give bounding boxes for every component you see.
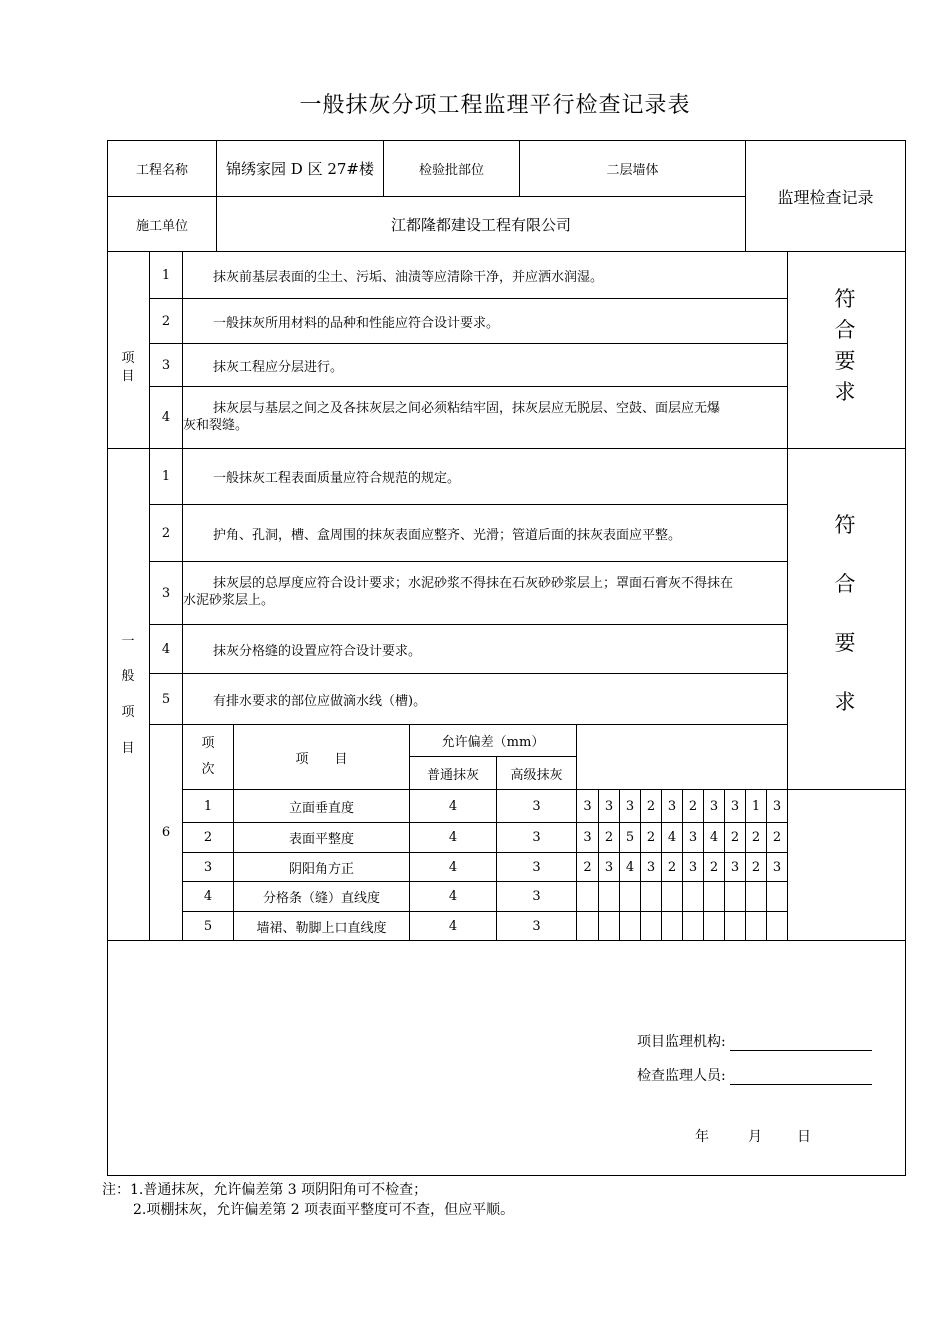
tolerance-seq: 1 bbox=[182, 789, 234, 823]
main-item-text: 一般抹灰所用材料的品种和性能应符合设计要求。 bbox=[182, 298, 788, 344]
general-items-result-cell bbox=[787, 448, 906, 790]
tolerance-measure bbox=[766, 881, 788, 912]
tolerance-measure: 2 bbox=[682, 789, 704, 823]
main-result-char: 合 bbox=[834, 318, 856, 342]
tolerance-measure bbox=[598, 881, 620, 912]
tolerance-normal: 4 bbox=[409, 881, 497, 912]
tolerance-measure bbox=[682, 911, 704, 941]
tolerance-measure: 4 bbox=[703, 822, 725, 853]
tolerance-col-high: 高级抹灰 bbox=[496, 756, 577, 790]
tolerance-measure: 2 bbox=[576, 852, 599, 882]
date-day: 日 bbox=[797, 1129, 811, 1145]
tolerance-col-item: 项 目 bbox=[233, 724, 410, 790]
general-item-no: 2 bbox=[149, 504, 183, 562]
tolerance-measure bbox=[703, 881, 725, 912]
tolerance-item: 阴阳角方正 bbox=[233, 852, 410, 882]
tolerance-high: 3 bbox=[496, 911, 577, 941]
main-item-text bbox=[182, 386, 788, 449]
main-item-text-line2: 灰和裂缝。 bbox=[183, 418, 249, 433]
general-item-no: 3 bbox=[149, 561, 183, 625]
main-items-label: 项 目 bbox=[121, 351, 135, 384]
tolerance-measure: 3 bbox=[661, 789, 683, 823]
general-item-text-line2: 水泥砂浆层上。 bbox=[183, 593, 275, 608]
tolerance-measure bbox=[724, 881, 746, 912]
tolerance-measure bbox=[766, 911, 788, 941]
tolerance-measure bbox=[619, 881, 641, 912]
tolerance-measure bbox=[619, 911, 641, 941]
tolerance-seq: 5 bbox=[182, 911, 234, 941]
general-item-text: 护角、孔洞，槽、盒周围的抹灰表面应整齐、光滑；管道后面的抹灰表面应平整。 bbox=[182, 504, 788, 562]
main-item-no: 1 bbox=[149, 251, 183, 299]
tolerance-col-allow: 允许偏差（mm） bbox=[409, 724, 577, 757]
general-item-text-line1: 抹灰层的总厚度应符合设计要求；水泥砂浆不得抹在石灰砂砂浆层上；罩面石膏灰不得抹在 bbox=[213, 576, 734, 591]
tolerance-measure: 2 bbox=[640, 789, 662, 823]
tolerance-seq: 2 bbox=[182, 822, 234, 853]
tolerance-measure: 3 bbox=[598, 789, 620, 823]
tolerance-measure: 3 bbox=[598, 852, 620, 882]
tolerance-seq: 4 bbox=[182, 881, 234, 912]
tolerance-measure: 4 bbox=[661, 822, 683, 853]
general-item-text: 有排水要求的部位应做滴水线（槽)。 bbox=[182, 673, 788, 725]
date-year: 年 bbox=[695, 1129, 709, 1145]
tolerance-measure: 2 bbox=[745, 852, 767, 882]
main-item-text: 抹灰前基层表面的尘土、污垢、油渍等应清除干净，并应洒水润湿。 bbox=[182, 251, 788, 299]
tolerance-item: 分格条（缝）直线度 bbox=[233, 881, 410, 912]
tolerance-measure bbox=[682, 881, 704, 912]
tolerance-measure bbox=[745, 881, 767, 912]
main-result-char: 符 bbox=[834, 287, 856, 311]
general-item-text: 一般抹灰工程表面质量应符合规范的规定。 bbox=[182, 448, 788, 505]
inspector bbox=[637, 1065, 872, 1085]
batch-location-value: 二层墙体 bbox=[519, 140, 746, 197]
tolerance-measure: 2 bbox=[640, 822, 662, 853]
project-name-label: 工程名称 bbox=[107, 140, 217, 197]
general-item-text bbox=[182, 561, 788, 625]
tolerance-measure: 3 bbox=[766, 789, 788, 823]
note-line-2: 2.项棚抹灰，允许偏差第 2 项表面平整度可不查，但应平顺。 bbox=[133, 1202, 515, 1218]
tolerance-measure: 3 bbox=[766, 852, 788, 882]
main-result-char: 要 bbox=[834, 349, 856, 373]
page-title: 一般抹灰分项工程监理平行检查记录表 bbox=[299, 93, 691, 118]
tolerance-measure bbox=[576, 911, 599, 941]
tolerance-measure: 2 bbox=[766, 822, 788, 853]
tolerance-measure: 2 bbox=[598, 822, 620, 853]
signature-area bbox=[107, 940, 906, 1176]
tolerance-measure bbox=[598, 911, 620, 941]
tolerance-measure bbox=[703, 911, 725, 941]
tolerance-measure: 3 bbox=[724, 789, 746, 823]
general-items-label: 项 bbox=[121, 705, 135, 720]
project-name-value: 锦绣家园 D 区 27#楼 bbox=[216, 140, 384, 197]
general-items-label: 一 bbox=[121, 634, 135, 649]
tolerance-measure: 1 bbox=[745, 789, 767, 823]
main-item-text-line1: 抹灰层与基层之间之及各抹灰层之间必须粘结牢固，抹灰层应无脱层、空鼓、面层应无爆 bbox=[213, 401, 721, 416]
tolerance-high: 3 bbox=[496, 852, 577, 882]
tolerance-measure bbox=[640, 881, 662, 912]
tolerance-measure bbox=[640, 911, 662, 941]
tolerance-measure bbox=[661, 911, 683, 941]
tolerance-col-normal: 普通抹灰 bbox=[409, 756, 497, 790]
tolerance-result-cell bbox=[787, 789, 906, 941]
tolerance-measure: 2 bbox=[724, 822, 746, 853]
contractor-value: 江都隆都建设工程有限公司 bbox=[216, 196, 746, 252]
tolerance-measure: 3 bbox=[576, 822, 599, 853]
general-items-label: 般 bbox=[121, 669, 135, 684]
tolerance-measure: 3 bbox=[724, 852, 746, 882]
general-items-group bbox=[107, 448, 150, 941]
tolerance-measure: 2 bbox=[661, 852, 683, 882]
main-item-no: 4 bbox=[149, 386, 183, 449]
tolerance-measure: 3 bbox=[682, 822, 704, 853]
tolerance-normal: 4 bbox=[409, 822, 497, 853]
contractor-label: 施工单位 bbox=[107, 196, 217, 252]
tolerance-measure: 3 bbox=[640, 852, 662, 882]
supervision-org bbox=[637, 1031, 872, 1051]
general-item-no: 4 bbox=[149, 624, 183, 674]
tolerance-item: 墙裙、勒脚上口直线度 bbox=[233, 911, 410, 941]
tolerance-item: 表面平整度 bbox=[233, 822, 410, 853]
main-item-text: 抹灰工程应分层进行。 bbox=[182, 343, 788, 387]
tolerance-item: 立面垂直度 bbox=[233, 789, 410, 823]
tolerance-measure bbox=[745, 911, 767, 941]
general-item-text: 抹灰分格缝的设置应符合设计要求。 bbox=[182, 624, 788, 674]
batch-location-label: 检验批部位 bbox=[383, 140, 520, 197]
main-item-no: 2 bbox=[149, 298, 183, 344]
general-items-label: 目 bbox=[121, 741, 135, 756]
general-result-char: 合 bbox=[834, 572, 856, 596]
tolerance-normal: 4 bbox=[409, 852, 497, 882]
tolerance-measure bbox=[576, 881, 599, 912]
tolerance-measure: 3 bbox=[619, 789, 641, 823]
supervision-org-label: 项目监理机构: bbox=[637, 1034, 726, 1050]
tolerance-measure bbox=[724, 911, 746, 941]
tolerance-high: 3 bbox=[496, 881, 577, 912]
inspector-line bbox=[730, 1070, 872, 1085]
tolerance-high: 3 bbox=[496, 789, 577, 823]
tolerance-measure: 3 bbox=[576, 789, 599, 823]
general-result-char: 符 bbox=[834, 513, 856, 537]
date-month: 月 bbox=[748, 1129, 762, 1145]
tolerance-normal: 4 bbox=[409, 911, 497, 941]
general-item-no: 5 bbox=[149, 673, 183, 725]
tolerance-measure: 2 bbox=[745, 822, 767, 853]
note-line-1: 注：1.普通抹灰，允许偏差第 3 项阴阳角可不检查； bbox=[102, 1182, 428, 1198]
general-result-char: 求 bbox=[834, 690, 856, 714]
tolerance-measure: 2 bbox=[703, 852, 725, 882]
main-result-char: 求 bbox=[834, 380, 856, 404]
tolerance-measure: 5 bbox=[619, 822, 641, 853]
general-result-char: 要 bbox=[834, 631, 856, 655]
tolerance-measure: 3 bbox=[682, 852, 704, 882]
main-item-no: 3 bbox=[149, 343, 183, 387]
tolerance-seq: 3 bbox=[182, 852, 234, 882]
tolerance-measure: 3 bbox=[703, 789, 725, 823]
inspector-label: 检查监理人员: bbox=[637, 1068, 726, 1084]
tolerance-measure-header bbox=[576, 724, 788, 790]
tolerance-high: 3 bbox=[496, 822, 577, 853]
tolerance-measure: 4 bbox=[619, 852, 641, 882]
supervision-org-line bbox=[730, 1036, 872, 1051]
tolerance-normal: 4 bbox=[409, 789, 497, 823]
general-item-no: 1 bbox=[149, 448, 183, 505]
tolerance-col-seq: 项 次 bbox=[182, 724, 234, 790]
record-label: 监理检查记录 bbox=[745, 140, 906, 252]
tolerance-measure bbox=[661, 881, 683, 912]
tolerance-row-no: 6 bbox=[149, 724, 183, 941]
